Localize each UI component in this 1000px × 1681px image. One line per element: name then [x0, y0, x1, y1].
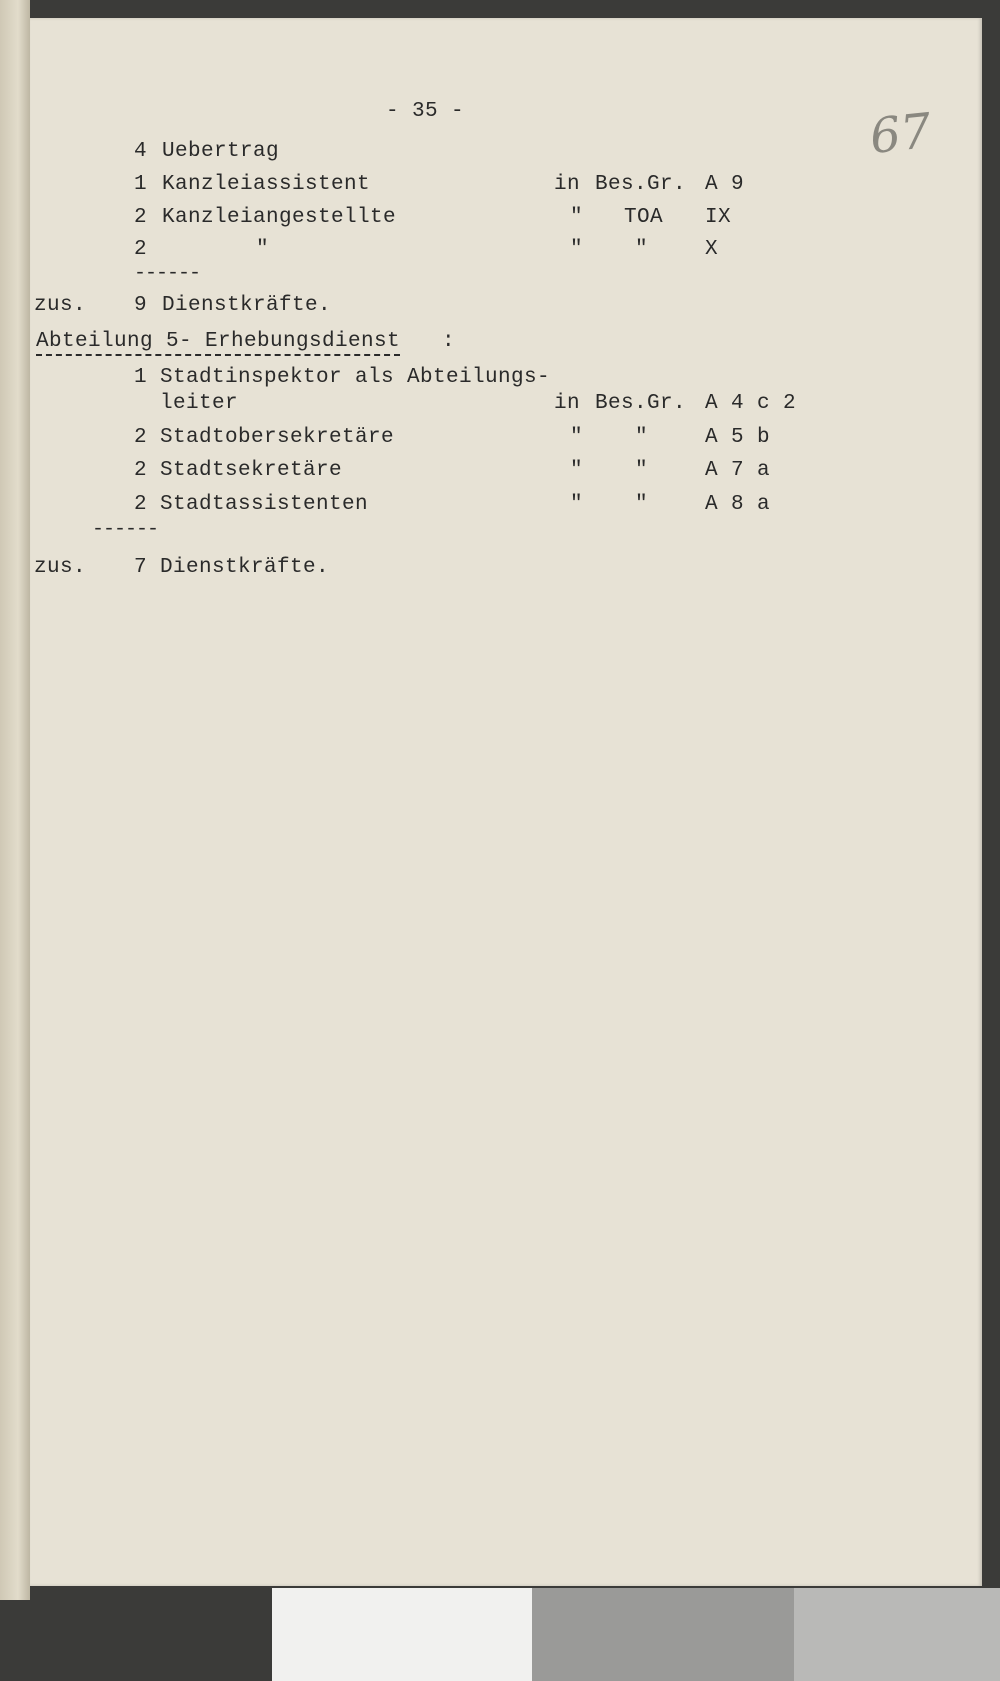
row-title: Stadtobersekretäre: [160, 426, 395, 449]
row-prep: ": [570, 426, 584, 449]
row-prep: ": [570, 206, 584, 229]
row-title: Kanzleiassistent: [162, 173, 371, 196]
row-grade: X: [705, 238, 719, 261]
row-count: 2: [134, 238, 148, 261]
row-title-continued: leiter: [160, 392, 239, 415]
total-count: 9: [134, 294, 148, 317]
row-group: ": [635, 238, 649, 261]
row-group: Bes.Gr.: [595, 392, 687, 415]
sum-separator: ------: [92, 518, 159, 541]
row-group: ": [635, 493, 649, 516]
row-grade: A 5 b: [705, 426, 771, 449]
row-grade: A 8 a: [705, 493, 771, 516]
row-title: Stadtinspektor als Abteilungs-: [160, 366, 551, 389]
row-title: Uebertrag: [162, 140, 280, 163]
row-count: 2: [134, 426, 148, 449]
row-grade: IX: [705, 206, 732, 229]
scan-strip-white: [272, 1588, 532, 1681]
total-count: 7: [134, 556, 148, 579]
page-number: - 35 -: [386, 100, 465, 123]
scan-strip-light: [794, 1588, 1000, 1681]
row-title: Stadtsekretäre: [160, 459, 343, 482]
row-count: 1: [134, 366, 148, 389]
row-count: 2: [134, 206, 148, 229]
book-binding-edge: [0, 0, 30, 1600]
row-group: ": [635, 459, 649, 482]
row-grade: A 7 a: [705, 459, 771, 482]
handwritten-folio-number: 67: [867, 102, 934, 166]
scan-strip-gray: [532, 1588, 794, 1681]
total-prefix: zus.: [34, 294, 87, 317]
row-prep: ": [570, 459, 584, 482]
row-title: Stadtassistenten: [160, 493, 369, 516]
total-label: Dienstkräfte.: [162, 294, 332, 317]
row-count: 2: [134, 459, 148, 482]
row-title: Kanzleiangestellte: [162, 206, 397, 229]
total-prefix: zus.: [34, 556, 87, 579]
row-title: ": [256, 238, 270, 261]
row-grade: A 4 c 2: [705, 392, 797, 415]
row-prep: in: [554, 173, 581, 196]
row-count: 2: [134, 493, 148, 516]
row-group: Bes.Gr.: [595, 173, 687, 196]
row-group: ": [635, 426, 649, 449]
section-heading: Abteilung 5- Erhebungsdienst: [36, 330, 400, 356]
row-count: 4: [134, 140, 148, 163]
section-heading-colon: :: [442, 330, 456, 353]
row-prep: ": [570, 493, 584, 516]
total-label: Dienstkräfte.: [160, 556, 330, 579]
row-grade: A 9: [705, 173, 745, 196]
row-count: 1: [134, 173, 148, 196]
document-page: [30, 18, 982, 1586]
row-group: TOA: [624, 206, 664, 229]
row-prep: in: [554, 392, 581, 415]
sum-separator: ------: [134, 262, 201, 285]
row-prep: ": [570, 238, 584, 261]
